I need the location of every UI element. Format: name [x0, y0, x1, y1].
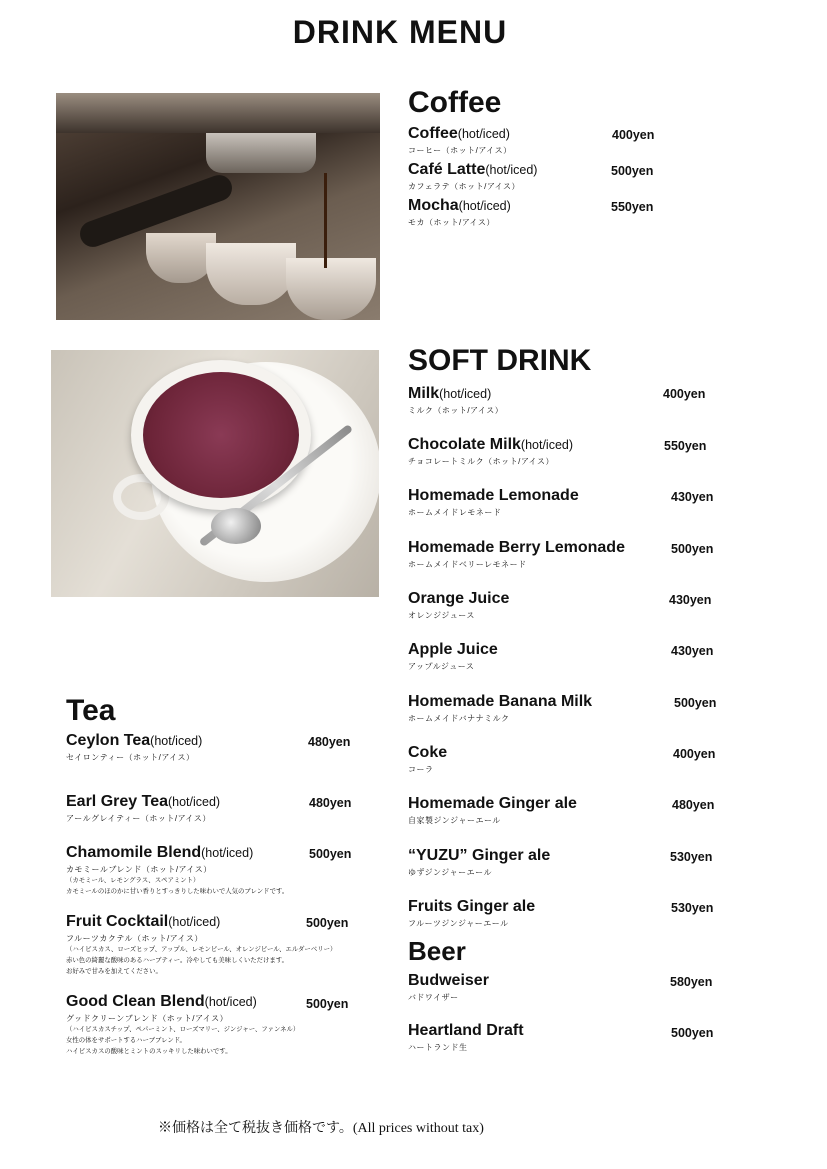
- item-name: Earl Grey Tea: [66, 793, 168, 810]
- item-price: 500yen: [309, 847, 352, 861]
- soft-drink-section-title: SOFT DRINK: [408, 344, 592, 377]
- item-name: Homemade Ginger ale: [408, 795, 577, 812]
- item-name: Good Clean Blend: [66, 993, 205, 1010]
- item-modifier: (hot/iced): [457, 127, 510, 141]
- item-jp-name: 自家製ジンジャーエール: [408, 816, 501, 825]
- item-name: Coke: [408, 744, 448, 761]
- item-price: 550yen: [664, 439, 707, 453]
- item-price: 430yen: [671, 490, 714, 504]
- item-jp-name: セイロンティー（ホット/アイス）: [66, 753, 195, 762]
- item-price: 500yen: [306, 916, 349, 930]
- item-modifier: (hot/iced): [168, 915, 221, 929]
- item-note: （ハイビスカス、ローズヒップ、アップル、レモンピール、オレンジピール、エルダーベリー）: [66, 946, 337, 953]
- item-jp-name: モカ（ホット/アイス）: [408, 218, 495, 227]
- menu-item: [408, 197, 511, 228]
- item-name: Milk: [408, 385, 440, 402]
- item-note: ハイビスカスの酸味とミントのスッキリした味わいです。: [66, 1048, 232, 1055]
- item-jp-name: カフェラテ（ホット/アイス）: [408, 182, 521, 191]
- menu-item: [408, 590, 509, 621]
- menu-item: [408, 487, 579, 518]
- menu-item: [408, 161, 537, 192]
- tea-section-title: Tea: [66, 694, 116, 727]
- item-jp-name: ミルク（ホット/アイス）: [408, 406, 504, 415]
- menu-item: [408, 972, 489, 1003]
- item-price: 530yen: [671, 901, 714, 915]
- item-price: 480yen: [672, 798, 715, 812]
- item-modifier: (hot/iced): [167, 795, 221, 809]
- item-name: Chocolate Milk: [408, 436, 521, 453]
- item-name: Homemade Berry Lemonade: [408, 539, 625, 556]
- item-name: Fruits Ginger ale: [408, 898, 536, 915]
- item-name: Homemade Banana Milk: [408, 693, 593, 710]
- item-jp-name: コーヒー（ホット/アイス）: [408, 146, 512, 155]
- menu-item: [66, 913, 336, 977]
- item-jp-name: ホームメイドバナナミルク: [408, 714, 510, 723]
- item-note: （カモミール、レモングラス、スペアミント）: [66, 877, 200, 884]
- item-jp-name: コーラ: [408, 765, 434, 774]
- item-note: 女性の体をサポートするハーブブレンド。: [66, 1037, 186, 1044]
- item-note: カモミールのほのかに甘い香りとすっきりした味わいで人気のブレンドです。: [66, 888, 289, 895]
- item-price: 400yen: [612, 128, 655, 142]
- item-price: 400yen: [673, 747, 716, 761]
- item-price: 550yen: [611, 200, 654, 214]
- item-modifier: (hot/iced): [458, 199, 511, 213]
- item-jp-name: オレンジジュース: [408, 611, 475, 620]
- menu-item: [408, 125, 512, 156]
- item-jp-name: ホームメイドレモネード: [408, 508, 502, 517]
- beer-section-title: Beer: [408, 936, 466, 966]
- item-jp-name: アールグレイティー（ホット/アイス）: [66, 814, 211, 823]
- item-modifier: (hot/iced): [520, 438, 574, 452]
- item-modifier: (hot/iced): [439, 387, 492, 401]
- item-price: 400yen: [663, 387, 706, 401]
- menu-title: DRINK MENU: [292, 14, 508, 50]
- item-name: Fruit Cocktail: [66, 913, 169, 930]
- item-name: Coffee: [408, 125, 458, 142]
- item-name: Homemade Lemonade: [408, 487, 579, 504]
- item-jp-name: アップルジュース: [408, 662, 475, 671]
- item-price: 500yen: [306, 997, 349, 1011]
- item-price: 500yen: [674, 696, 717, 710]
- menu-item: [408, 539, 625, 570]
- menu-item: [408, 436, 573, 467]
- item-jp-name: フルーツカクテル（ホット/アイス）: [66, 934, 203, 943]
- item-price: 500yen: [671, 542, 714, 556]
- item-note: （ハイビスカスチップ、ペパーミント、ローズマリー、ジンジャー、ファンネル）: [66, 1026, 300, 1033]
- item-name: Apple Juice: [408, 641, 498, 658]
- item-name: Ceylon Tea: [66, 732, 151, 749]
- item-jp-name: カモミールブレンド（ホット/アイス）: [66, 865, 212, 874]
- item-note: お好みで甘みを加えてください。: [66, 968, 162, 975]
- item-name: “YUZU” Ginger ale: [408, 847, 551, 864]
- item-note: 赤い色の綺麗な酸味のあるハーブティー。冷やしても美味しくいただけます。: [66, 957, 289, 964]
- menu-item: [408, 898, 535, 929]
- item-modifier: (hot/iced): [201, 846, 254, 860]
- item-jp-name: ゆずジンジャーエール: [408, 868, 492, 877]
- item-jp-name: ハートランド生: [408, 1043, 468, 1052]
- item-jp-name: ホームメイドベリーレモネード: [408, 560, 527, 569]
- menu-item: [408, 693, 592, 724]
- menu-item: [408, 1022, 524, 1053]
- item-jp-name: グッドクリーンブレンド（ホット/アイス）: [66, 1014, 229, 1023]
- menu-item: [66, 993, 299, 1057]
- item-name: Mocha: [408, 197, 459, 214]
- item-price: 430yen: [671, 644, 714, 658]
- item-price: 580yen: [670, 975, 713, 989]
- coffee-section-title: Coffee: [408, 86, 502, 119]
- item-modifier: (hot/iced): [485, 163, 538, 177]
- item-modifier: (hot/iced): [150, 734, 203, 748]
- menu-item: [66, 793, 220, 824]
- item-name: Chamomile Blend: [66, 844, 202, 861]
- item-price: 480yen: [309, 796, 352, 810]
- item-price: 530yen: [670, 850, 713, 864]
- item-price: 500yen: [611, 164, 654, 178]
- item-jp-name: フルーツジンジャーエール: [408, 919, 509, 928]
- menu-item: [66, 732, 202, 763]
- item-price: 500yen: [671, 1026, 714, 1040]
- menu-item: [408, 795, 577, 826]
- item-name: Budweiser: [408, 972, 489, 989]
- item-price: 430yen: [669, 593, 712, 607]
- menu-item: [408, 744, 447, 775]
- item-name: Heartland Draft: [408, 1022, 524, 1039]
- item-jp-name: バドワイザー: [408, 993, 459, 1002]
- menu-item: [66, 844, 288, 897]
- tax-footnote: ※価格は全て税抜き価格です。(All prices without tax): [158, 1121, 484, 1136]
- item-jp-name: チョコレートミルク（ホット/アイス）: [408, 457, 555, 466]
- espresso-machine-photo: [56, 93, 380, 320]
- flower-tea-photo: [51, 350, 379, 597]
- item-name: Café Latte: [408, 161, 486, 178]
- item-name: Orange Juice: [408, 590, 510, 607]
- item-price: 480yen: [308, 735, 351, 749]
- menu-item: [408, 847, 550, 878]
- menu-item: [408, 385, 503, 416]
- menu-item: [408, 641, 498, 672]
- item-modifier: (hot/iced): [204, 995, 257, 1009]
